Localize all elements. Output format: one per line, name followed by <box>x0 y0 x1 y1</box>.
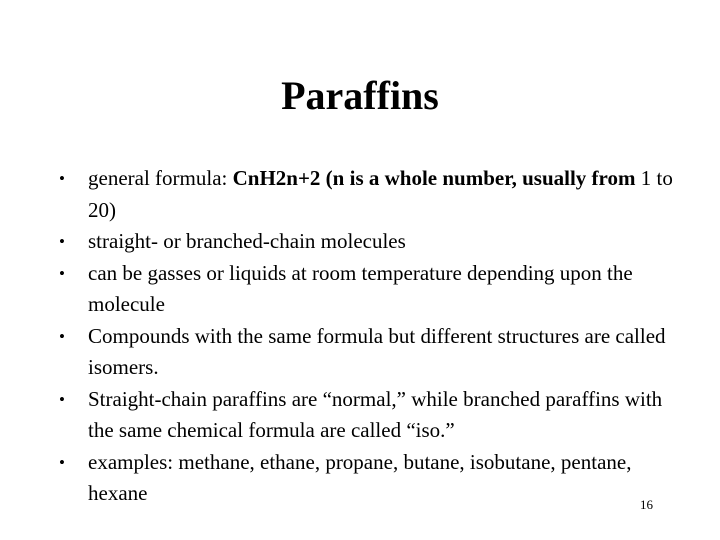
bullet-text: Compounds with the same formula but different structures are called isomers. <box>88 323 666 379</box>
bullet-text: straight- or branched-chain molecules <box>88 229 406 253</box>
bullet-item <box>56 258 676 321</box>
bullet-item <box>56 384 676 447</box>
bullet-text: can be gasses or liquids at room temperature depending upon the molecule <box>88 260 633 316</box>
bullet-text: examples: methane, ethane, propane, butane, isobutane, pentane, hexane <box>88 449 632 505</box>
page-number: 16 <box>640 497 653 512</box>
bullet-icon: • <box>59 452 65 472</box>
bullet-list <box>56 163 676 510</box>
bullet-icon: • <box>59 169 65 188</box>
bullet-item <box>56 321 676 384</box>
bullet-icon: • <box>59 326 65 346</box>
bullet-icon: • <box>59 389 65 409</box>
bullet-text: general formula: <box>88 166 233 190</box>
bullet-text-bold: CnH2n+2 (n is a whole number, usually from <box>232 166 636 190</box>
bullet-icon: • <box>59 232 65 251</box>
bullet-icon: • <box>59 263 65 283</box>
bullet-text: Straight-chain paraffins are “normal,” while branched paraffins with the same chemical formula are called “iso.” <box>88 386 663 442</box>
bullet-item <box>56 226 676 258</box>
bullet-item <box>56 447 676 510</box>
bullet-text: 1 to 20) <box>88 166 673 222</box>
bullet-item <box>56 163 676 226</box>
slide-title: Paraffins <box>281 73 439 118</box>
